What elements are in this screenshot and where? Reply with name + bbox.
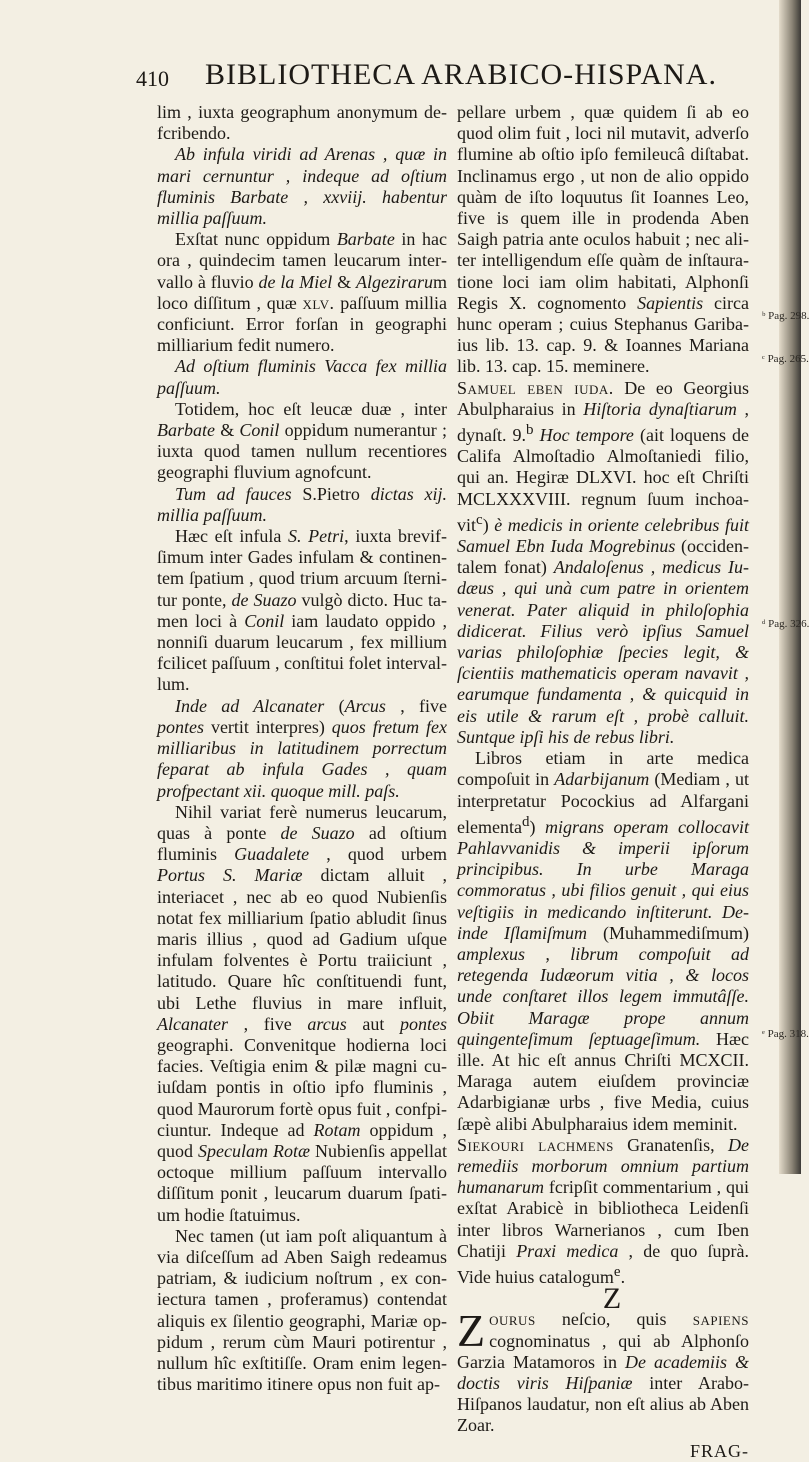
paragraph: Libros etiam in arte medica compoſuit in Adarbijanum (Mediam , ut interpretatur Pocockius ad Alfargani elementa$^d$) migrans operam collocavit Pahlavvanidis & imperii ipſorum principibus. In urbe Maraga commoratus , ubi filios genuit , qui eius veſtigiis in medicando inſtiterunt. Deinde Iſlamiſmum (Muhammediſmum) amplexus , librum compoſuit ad retegenda Iudæorum vitia , & locos unde conſtaret illos legem immutâſſe. Obiit Maragæ prope annum quingenteſimum ſeptuageſimum. Hæc ille. At hic eſt annus Chriſti MCXCII. Maraga autem eiuſdem provinciæ Adarbigianæ urbs , five Media, cuius ſæpè alibi Abulpharaius idem meminit. xyxy=(457,748,749,1134)
paragraph: Tum ad fauces S.Pietro dictas xij. millia paſſuum. xyxy=(157,483,447,525)
column-left xyxy=(157,102,447,1395)
paragraph: Ad oſtium fluminis Vacca fex millia paſſuum. xyxy=(157,356,447,398)
running-title: BIBLIOTHECA ARABICO-HISPANA. xyxy=(205,58,717,91)
catchword: FRAG- xyxy=(689,1440,749,1461)
paragraph: Inde ad Alcanater (Arcus , five pontes vertit interpres) quos fretum fex milliaribus in latitudinem porrectum feparat ab infula Gades , quam profpectant xii. quoque mill. paſs. xyxy=(157,695,448,801)
paragraph: Siekouri lachmens Granatenſis, De remediis morborum omnium partium humanarum fcripſit commentarium , qui exſtat Arabicè in bibliotheca Leidenſi inter libros Warnerianos , cum Iben Chatiji Praxi medica , de quo ſuprà. Vide huius catalogum$^e$. xyxy=(457,1134,750,1287)
paragraph: pellare urbem , quæ quidem ſi ab eo quod olim fuit , loci nil mutavit, adverſo flumine ab oſtio ipſo femileucâ diſtabat. Inclinamus ergo , ut non de alio oppido quàm de iſto loquutus ſit Ioannes Leo, five is quem ille in prodenda Aben Saigh patria ante oculos habuit ; nec aliter intelligendum eſſe quàm de inſtauratione loci iam olim habitati, Alphonſi Regis X. cognomento Sapientis circa hunc operam ; cuius Stephanus Garibaius lib. 13. cap. 9. & Ioannes Mariana lib. 13. cap. 15. meminere. xyxy=(457,102,749,377)
paragraph: Totidem, hoc eſt leucæ duæ , inter Barbate & Conil oppidum numerantur ; iuxta quod tamen nullum recentiores geographi fluvium agnofcunt. xyxy=(157,398,447,483)
margin-note: ᵈ Pag. 326. xyxy=(762,618,809,630)
paragraph: Nec tamen (ut iam poſt aliquantum à via diſceſſum ad Aben Saigh redeamus patriam, & iudicium noſtrum , ex coniectura tamen , proferamus) contendat aliquis ex ſilentio geographi, Mariæ oppidum , rerum cùm Mauri potirentur , nullum hîc exſtitiſſe. Oram enim legentibus maritimo itinere opus non fuit ap- xyxy=(157,1225,447,1395)
paragraph: Exſtat nunc oppidum Barbate in hac ora , quindecim tamen leucarum intervallo à fluvio de la Miel & Algezirarum loco diſſitum , quæ xlv. paſſuum millia conficiunt. Error forſan in geographi milliarium fedit numero. xyxy=(157,229,448,356)
column-right xyxy=(457,102,749,1462)
paragraph: Ab infula viridi ad Arenas , quæ in mari cernuntur , indeque ad oſtium fluminis Barbate , xxviij. habentur millia paſſuum. xyxy=(157,144,447,229)
page-number: 410 xyxy=(136,66,169,91)
drop-cap: Z xyxy=(457,1305,486,1357)
paragraph: Hæc eſt infula S. Petri, iuxta brevifſimum inter Gades infulam & continentem ſpatium , quod trium arcuum ſternitur ponte, de Suazo vulgò dicto. Huc tamen loci à Conil iam laudato oppido , nonniſi duarum leucarum , fex millium fcilicet paſſuum , conſtitui folet intervallum. xyxy=(157,526,447,695)
letter-heading: Z xyxy=(602,1282,622,1316)
paragraph: Nihil variat ferè numerus leucarum, quas à ponte de Suazo ad oſtium fluminis Guadalete , quod urbem Portus S. Mariæ dictam alluit , interiacet , nec ab eo quod Nubienſis notat fex milliarium ſpatio abludit ſinus maris illius , quod ad Gadium uſque infulam folventes è Portu traiiciunt , latitudo. Quare hîc conſtituendi funt, ubi Lethe fluvius in mare influit, Alcanater , five arcus aut pontes geographi. Convenitque hodierna loci facies. Veſtigia enim & pilæ magni cuiuſdam pontis in oſtio ipfo fluminis , quod Maurorum fortè opus fuit , confpiciuntur. Indeque ad Rotam oppidum , quod Speculam Rotæ Nubienſis appellat octoque millium paſſuum intervallo diſſitum ponit , leucarum duarum ſpatium hodie ſtatuimus. xyxy=(157,801,448,1225)
margin-note: ᵉ Pag. 318. xyxy=(762,1028,809,1040)
page-header xyxy=(136,52,780,92)
margin-note: ᵇ Pag. 298. xyxy=(762,310,809,322)
paragraph: Zourus neſcio, quis sapiens cognominatus , qui ab Alphonſo Garzia Matamoros in De academiis & doctis viris Hiſpaniæ inter Arabo-Hiſpanos laudatur, non eſt alius ab Aben Zoar. xyxy=(457,1305,749,1436)
paragraph: Samuel eben iuda. De eo Georgius Abulpharaius in Hiſtoria dynaſtiarum , dynaſt. 9.$^b$ Hoc tempore (ait loquens de Califa Almoſtadio Almoſtaniedi filio, qui an. Hegiræ DLXVI. hoc eſt Chriſti MCLXXXVIII. regnum ſuum inchoavit$^c$) è medicis in oriente celebribus fuit Samuel Ebn Iuda Mogrebinus (occidentalem fonat) Andaloſenus , medicus Iudæus , qui unà cum patre in orientem venerat. Pater aliquid in philoſophia didicerat. Filius verò ipſius Samuel varias philoſophiæ ſpecies legit, & ſcientiis mathematicis operam navavit , earumque fundamenta , & quicquid in eis utile & rarum eſt , probè calluit. Suntque ipſi his de rebus libri. xyxy=(457,377,750,747)
page-edge xyxy=(779,0,801,1174)
margin-note: ᶜ Pag. 265. xyxy=(762,353,809,365)
paragraph: lim , iuxta geographum anonymum defcribendo. xyxy=(157,102,447,144)
